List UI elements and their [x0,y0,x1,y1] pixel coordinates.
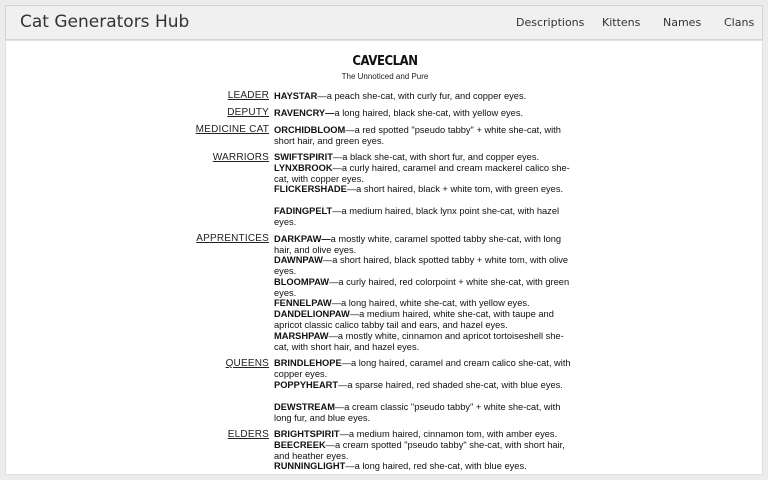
cat-name: POPPYHEART [274,380,339,390]
clan-subtitle: The Unnoticed and Pure [341,72,429,81]
cat-entry [274,163,574,185]
cat-description: —a sparse haired, red shaded she-cat, with blue eyes. [338,380,563,390]
clan-name: CAVECLAN [352,54,418,69]
cat-name: DAWNPAW [274,255,323,265]
nav-names[interactable]: Names [663,16,702,29]
cat-description: a long haired, black she-cat, with yellow eyes. [334,108,524,118]
cat-entry [274,358,574,380]
cat-entry [274,380,574,391]
cat-name: SWIFTSPIRIT [274,152,333,162]
cat-entry [274,309,574,331]
cat-entry [274,91,574,102]
cat-entry [274,255,574,277]
cat-description: a mostly white, caramel spotted tabby she-cat, with long hair, and olive eyes. [274,234,562,255]
cat-name: RAVENCRY— [274,108,335,118]
cat-entry [274,402,574,424]
cat-description: —a long haired, white she-cat, with yellow eyes. [331,298,530,308]
cat-name: HAYSTAR [274,91,318,101]
cat-name: FENNELPAW [274,298,332,308]
cat-entry [274,298,574,309]
cat-entry [274,108,574,119]
site-brand[interactable]: Cat Generators Hub [20,12,190,32]
cat-entry [274,184,574,195]
cat-description: —a cream classic "pseudo tabby" + white she-cat, with long fur, and blue eyes. [274,402,561,423]
rank-elders: ELDERS [227,429,269,440]
cat-description: —a short haired, black spotted tabby + white tom, with olive eyes. [274,255,569,276]
cat-description: —a curly haired, red colorpoint + white she-cat, with green eyes. [274,277,570,298]
cat-name: BEECREEK [274,440,326,450]
cat-description: —a red spotted "pseudo tabby" + white she-cat, with short hair, and green eyes. [274,125,561,146]
nav-clans[interactable]: Clans [724,16,755,29]
cat-name: DANDELIONPAW [274,309,350,319]
cat-entry [274,461,574,472]
cat-description: —a cream spotted "pseudo tabby" she-cat, with short hair, and heather eyes. [274,440,565,461]
cat-name: MARSHPAW [274,331,329,341]
cat-name: BRIGHTSPIRIT [274,429,340,439]
cat-description: —a long haired, caramel and cream calico she-cat, with copper eyes. [274,358,571,379]
cat-description: —a medium haired, cinnamon tom, with amber eyes. [339,429,558,439]
top-navbar [5,5,763,40]
cat-entry [274,277,574,299]
cat-name: DEWSTREAM [274,402,335,412]
cat-entry [274,440,574,462]
cat-description: —a medium haired, white she-cat, with taupe and apricot classic calico tabby tail and ears, and hazel eyes. [274,309,554,330]
cat-entry [274,234,574,256]
cat-name: LYNXBROOK [274,163,333,173]
cat-name: BLOOMPAW [274,277,330,287]
cat-name: BRINDLEHOPE [274,358,342,368]
cat-description: —a black she-cat, with short fur, and copper eyes. [332,152,540,162]
rank-warriors: WARRIORS [212,152,269,163]
clan-panel [5,40,763,475]
cat-entry [274,331,574,353]
cat-entry [274,125,574,147]
cat-entry [274,206,574,228]
nav-kittens[interactable]: Kittens [602,16,641,29]
cat-description: —a long haired, red she-cat, with blue eyes. [345,461,527,471]
cat-description: —a peach she-cat, with curly fur, and copper eyes. [317,91,527,101]
cat-name: FADINGPELT [274,206,333,216]
cat-name: FLICKERSHADE [274,184,347,194]
cat-description: —a curly haired, caramel and cream mackerel calico she-cat, with copper eyes. [274,163,570,184]
rank-deputy: DEPUTY [227,107,269,118]
cat-name: RUNNINGLIGHT [274,461,346,471]
rank-apprentices: APPRENTICES [196,233,269,244]
cat-name: DARKPAW— [274,234,331,244]
nav-descriptions[interactable]: Descriptions [516,16,585,29]
cat-description: —a medium haired, black lynx point she-cat, with hazel eyes. [274,206,560,227]
rank-queens: QUEENS [225,358,269,369]
rank-leader: LEADER [227,90,269,101]
cat-entry [274,429,574,440]
cat-entry [274,152,574,163]
cat-description: —a short haired, black + white tom, with green eyes. [346,184,564,194]
rank-medicine-cat: MEDICINE CAT [195,124,269,135]
cat-name: ORCHIDBLOOM [274,125,346,135]
cat-description: —a mostly white, cinnamon and apricot tortoiseshell she-cat, with short hair, and hazel eyes. [274,331,564,352]
